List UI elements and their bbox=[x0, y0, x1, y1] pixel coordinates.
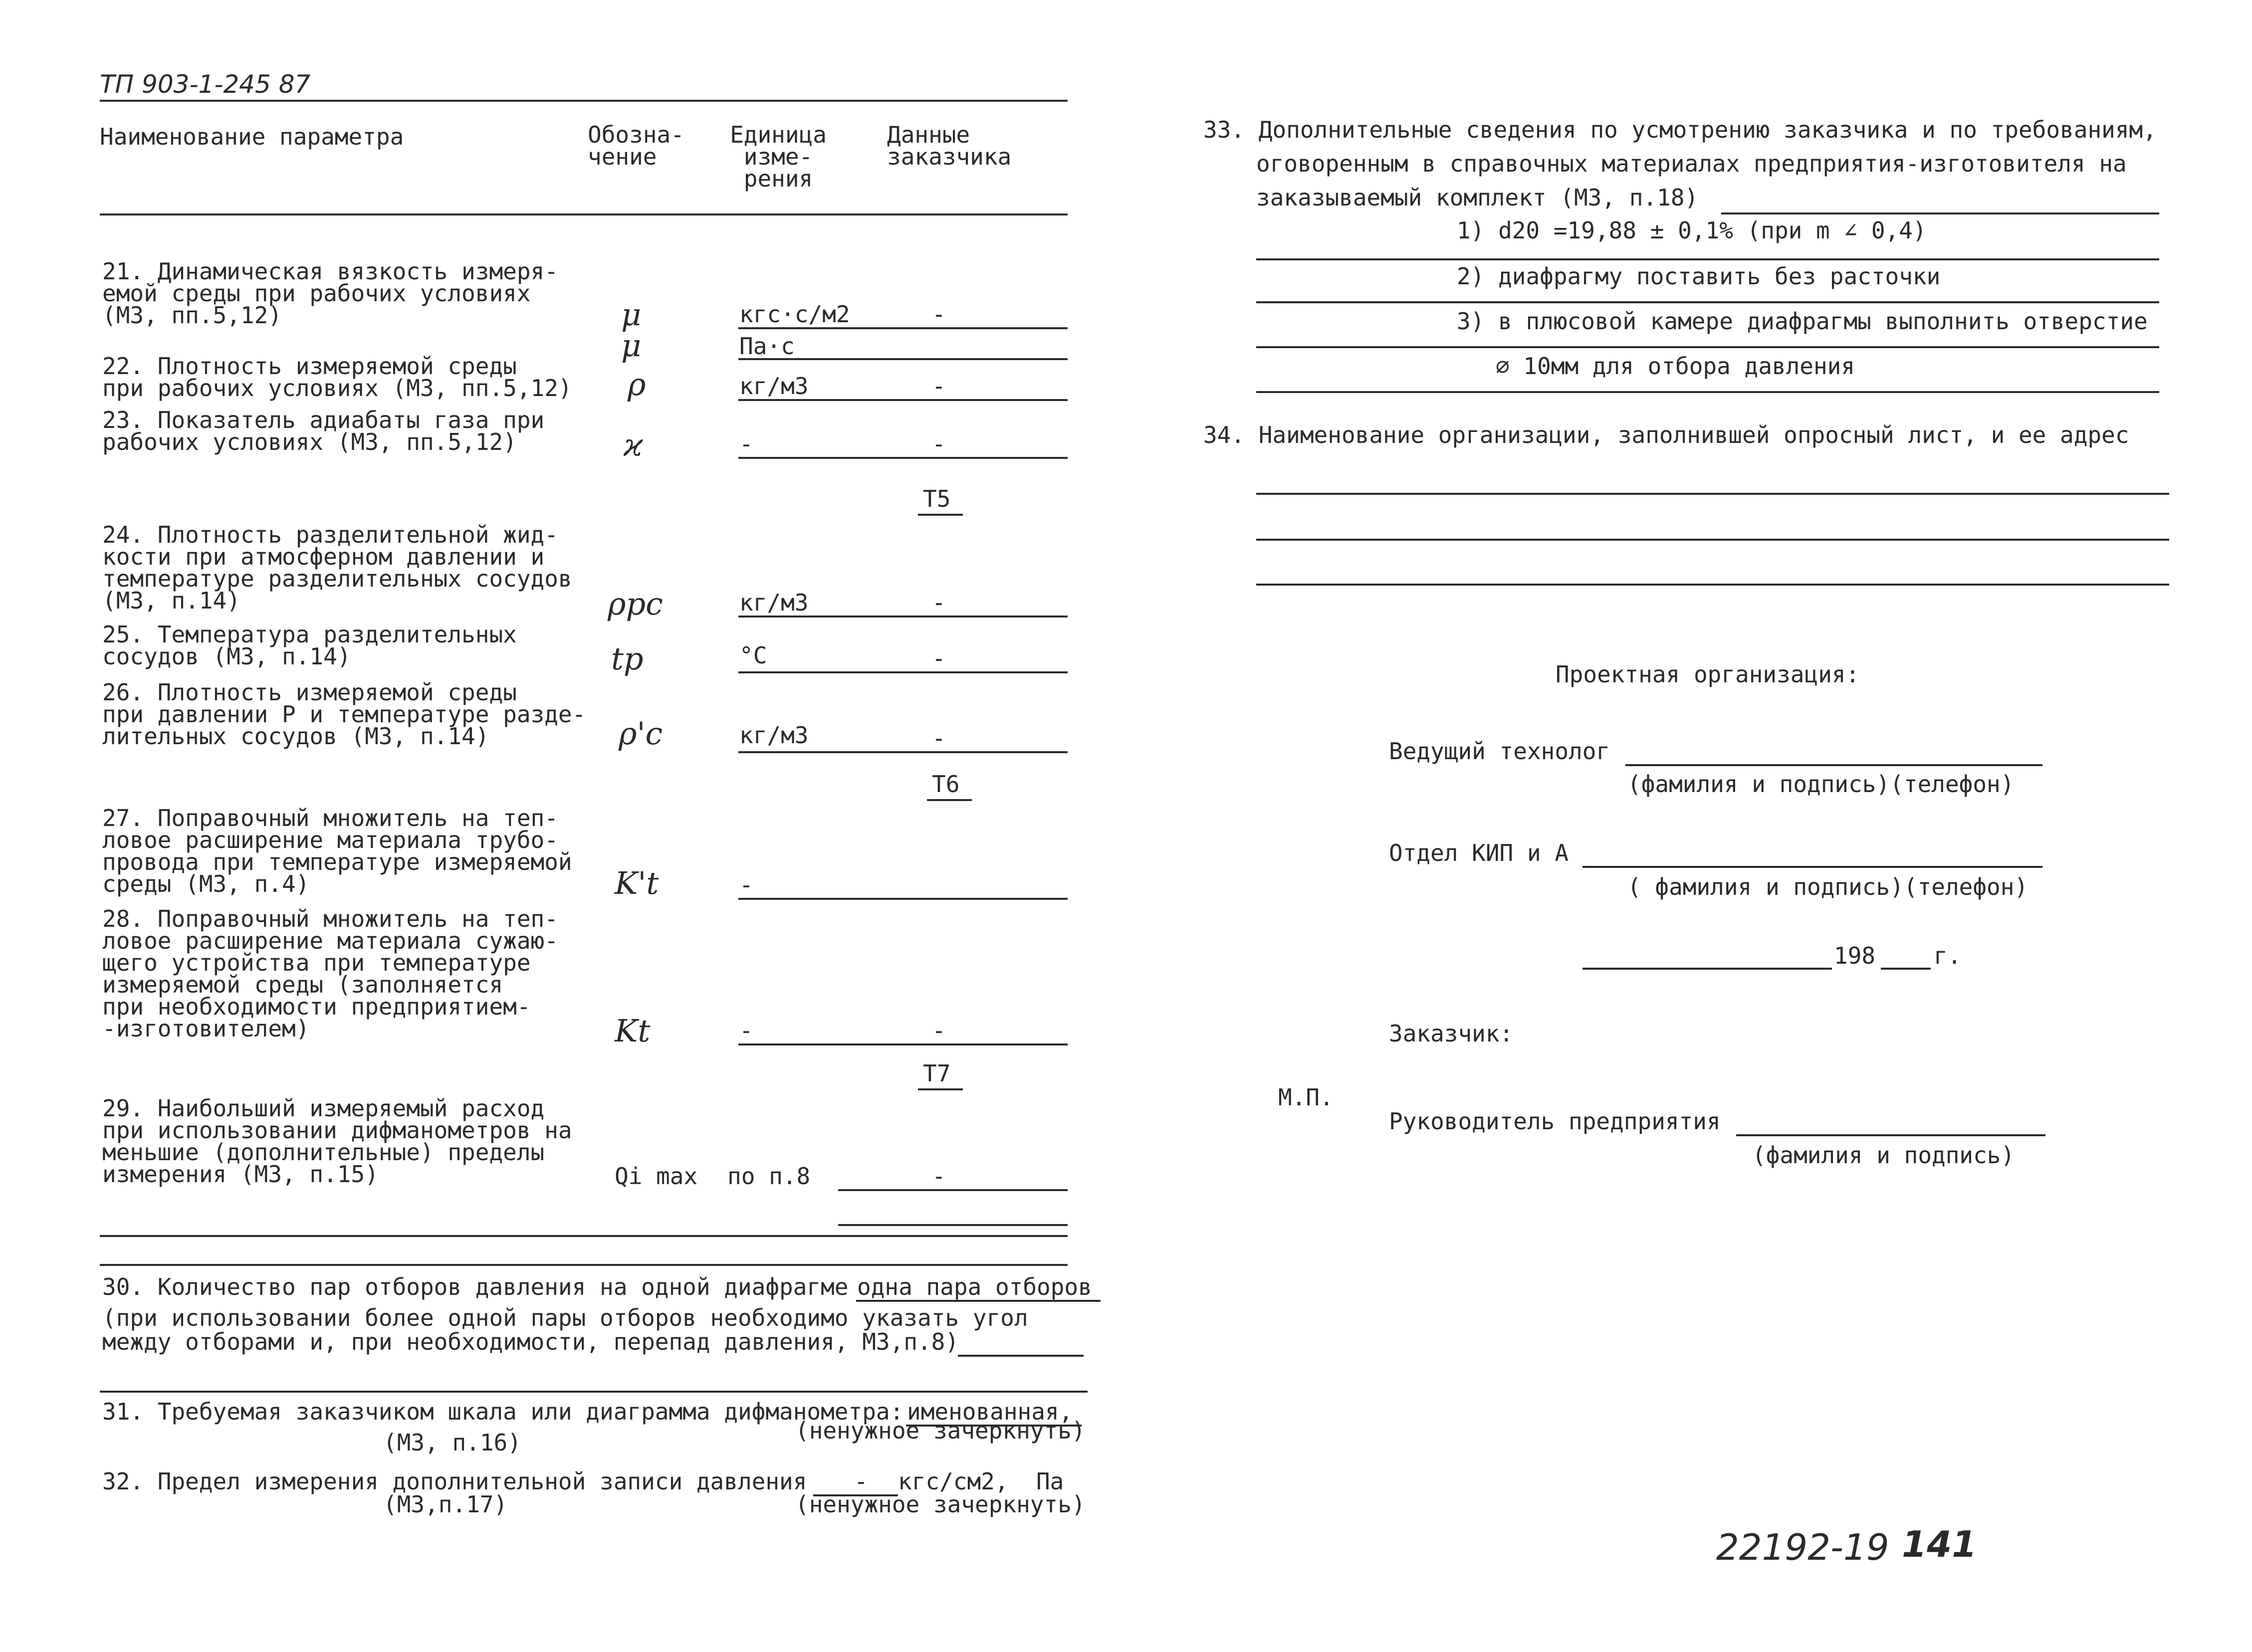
row-22-symbol: ρ bbox=[628, 366, 646, 403]
row-24-value: - bbox=[932, 589, 946, 616]
row-25-line bbox=[738, 671, 1068, 673]
column-header-symbol: Обозна- чение bbox=[588, 121, 684, 170]
item-34-rule-3 bbox=[1256, 584, 2169, 586]
enterprise-head-note: (фамилия и подпись) bbox=[1752, 1142, 2015, 1169]
table-bottom-rule bbox=[100, 1235, 1068, 1237]
lead-technologist-signature-line bbox=[1625, 764, 2042, 766]
item-33-requirement-2: 2) диафрагму поставить без расточки bbox=[1457, 263, 1941, 290]
row-26-text: 26. Плотность измеряемой среды при давлении Р и температуре разде- лительных сосудов (М3, п.14) bbox=[102, 679, 586, 750]
row-21-line bbox=[738, 327, 1068, 329]
item-33-rule-1 bbox=[1256, 258, 2159, 260]
item-33-requirement-1: 1) d20 =19,88 ± 0,1% (при m ∠ 0,4) bbox=[1457, 217, 1927, 244]
row-28-value: - bbox=[932, 1017, 946, 1044]
row-25-unit: °С bbox=[739, 642, 767, 669]
item-31-ref: (М3, п.16) bbox=[383, 1429, 521, 1456]
row-21-unit: кгс·с/м2 bbox=[739, 301, 850, 328]
kip-department-signature-line bbox=[1582, 866, 2042, 868]
item-31-top-rule bbox=[100, 1391, 1088, 1393]
row-23-value: - bbox=[932, 430, 946, 457]
item-30-line-3-blank bbox=[958, 1355, 1084, 1357]
item-33-rule-2 bbox=[1256, 301, 2159, 303]
date-blank-line bbox=[1582, 968, 1832, 970]
row-25-text: 25. Температура разделительных сосудов (М3, п.14) bbox=[102, 621, 517, 670]
item-32-answer: - bbox=[854, 1468, 868, 1495]
table-marker-t6: Т6 bbox=[932, 771, 960, 798]
item-34-rule-1 bbox=[1256, 493, 2169, 495]
item-33-line-2: оговоренным в справочных материалах предприятия-изготовителя на bbox=[1256, 150, 2127, 177]
item-30-line-2: (при использовании более одной пары отборов необходимо указать угол bbox=[102, 1304, 1028, 1331]
row-29-symbol: Qi max bbox=[615, 1163, 698, 1190]
t5-underline bbox=[918, 514, 963, 516]
row-28-symbol: Kt bbox=[615, 1013, 651, 1049]
row-25-value: - bbox=[932, 645, 946, 672]
t7-underline bbox=[918, 1088, 963, 1090]
item-32-ref: (М3,п.17) bbox=[383, 1491, 508, 1518]
row-27-text: 27. Поправочный множитель на теп- ловое расширение материала трубо- провода при температуре измеряемой среды (М3, п.4) bbox=[102, 805, 572, 897]
date-year-blank bbox=[1881, 968, 1931, 970]
item-30-answer: одна пара отборов bbox=[857, 1273, 1092, 1300]
row-25-symbol: tр bbox=[611, 640, 644, 677]
row-26-line bbox=[738, 751, 1068, 753]
item-33-line-1: 33. Дополнительные сведения по усмотрению заказчика и по требованиям, bbox=[1203, 116, 2157, 143]
table-marker-t5: Т5 bbox=[923, 485, 951, 512]
item-30-line-1: 30. Количество пар отборов давления на одной диафрагме bbox=[102, 1273, 849, 1300]
footer-page: 141 bbox=[1902, 1523, 1977, 1565]
row-21-symbol: μ bbox=[621, 296, 642, 333]
row-23-line bbox=[738, 457, 1068, 459]
design-organization-heading: Проектная организация: bbox=[1556, 661, 1860, 688]
item-32-note: (ненужное зачеркнуть) bbox=[795, 1491, 1086, 1518]
row-24-symbol: ρрс bbox=[608, 586, 663, 622]
lead-technologist-label: Ведущий технолог bbox=[1389, 738, 1610, 765]
row-29-value: - bbox=[932, 1163, 946, 1190]
row-28-text: 28. Поправочный множитель на теп- ловое расширение материала сужаю- щего устройства при температуре измеряемой среды (заполняется при необходимости предприятием- -изготовителем) bbox=[102, 905, 558, 1042]
item-33-requirement-3: 3) в плюсовой камере диафрагмы выполнить отверстие bbox=[1457, 308, 2148, 335]
enterprise-head-signature-line bbox=[1736, 1134, 2045, 1136]
row-21-value: - bbox=[932, 301, 946, 328]
item-33-line-3-blank bbox=[1721, 212, 2159, 214]
item-30-top-rule bbox=[100, 1264, 1068, 1266]
row-26-unit: кг/м3 bbox=[739, 722, 809, 749]
table-marker-t7: Т7 bbox=[923, 1060, 951, 1087]
row-22-text: 22. Плотность измеряемой среды при рабочих условиях (М3, пп.5,12) bbox=[102, 353, 572, 402]
customer-label: Заказчик: bbox=[1389, 1020, 1514, 1047]
header-bottom-rule bbox=[100, 213, 1068, 215]
row-23-text: 23. Показатель адиабаты газа при рабочих условиях (М3, пп.5,12) bbox=[102, 407, 545, 455]
row-22-unit: кг/м3 bbox=[739, 373, 809, 400]
row-23-unit: - bbox=[739, 430, 753, 457]
stamp-place-label: М.П. bbox=[1278, 1084, 1334, 1111]
row-28-unit: - bbox=[739, 1017, 753, 1044]
row-24-text: 24. Плотность разделительной жид- кости при атмосферном давлении и температуре разделительных сосудов (М3, п.14) bbox=[102, 521, 572, 614]
item-33-requirement-4: ∅ 10мм для отбора давления bbox=[1496, 353, 1855, 380]
header-top-rule bbox=[100, 100, 1068, 102]
row-26-symbol: ρ'с bbox=[619, 715, 663, 752]
row-29-line bbox=[838, 1189, 1068, 1191]
footer-number: 22192-19 bbox=[1716, 1526, 1889, 1568]
item-31-answer: именованная, bbox=[907, 1398, 1073, 1425]
date-year: 198 bbox=[1834, 942, 1876, 969]
row-27-unit: - bbox=[739, 871, 753, 898]
date-year-suffix: г. bbox=[1934, 942, 1962, 969]
doc-code: ТП 903-1-245 87 bbox=[100, 70, 311, 99]
row-21-line-si bbox=[738, 358, 1068, 360]
enterprise-head-label: Руководитель предприятия bbox=[1389, 1108, 1721, 1135]
row-29-unit: по п.8 bbox=[727, 1163, 811, 1190]
row-26-value: - bbox=[932, 725, 946, 752]
item-34-line-1: 34. Наименование организации, заполнившей опросный лист, и ее адрес bbox=[1203, 421, 2129, 448]
item-30-line-3: между отборами и, при необходимости, перепад давления, М3,п.8) bbox=[102, 1328, 959, 1355]
item-33-rule-4 bbox=[1256, 391, 2159, 393]
lead-technologist-note: (фамилия и подпись)(телефон) bbox=[1627, 771, 2015, 798]
row-24-line bbox=[738, 616, 1068, 618]
row-22-value: - bbox=[932, 373, 946, 400]
row-29-line-2 bbox=[838, 1224, 1068, 1226]
row-21-unit-si: Па·с bbox=[739, 333, 795, 360]
kip-department-label: Отдел КИП и А bbox=[1389, 839, 1569, 866]
kip-department-note: ( фамилия и подпись)(телефон) bbox=[1627, 873, 2028, 900]
row-21-symbol-si: μ bbox=[621, 327, 642, 364]
row-29-text: 29. Наибольший измеряемый расход при использовании дифманометров на меньшие (дополнительные) пределы измерения (М3, п.15) bbox=[102, 1095, 572, 1188]
t6-underline bbox=[927, 799, 972, 801]
row-22-line bbox=[738, 399, 1068, 401]
item-31-line-1: 31. Требуемая заказчиком шкала или диаграмма дифманометра: bbox=[102, 1398, 904, 1425]
item-32-units: кгс/см2, Па bbox=[898, 1468, 1064, 1495]
row-28-line bbox=[738, 1043, 1068, 1045]
row-27-symbol: K't bbox=[615, 865, 659, 901]
column-header-name: Наименование параметра bbox=[100, 123, 404, 150]
item-34-rule-2 bbox=[1256, 539, 2169, 541]
item-30-answer-line bbox=[856, 1300, 1101, 1302]
row-21-text: 21. Динамическая вязкость измеря- емой среды при рабочих условиях (М3, пп.5,12) bbox=[102, 258, 558, 329]
row-23-symbol: ϰ bbox=[624, 427, 643, 463]
row-27-line bbox=[738, 898, 1068, 900]
item-33-line-3: заказываемый комплект (М3, п.18) bbox=[1256, 184, 1699, 211]
row-24-unit: кг/м3 bbox=[739, 589, 809, 616]
item-31-note: (ненужное зачеркнуть) bbox=[795, 1417, 1086, 1444]
item-33-rule-3 bbox=[1256, 346, 2159, 348]
column-header-unit: Единица изме- рения bbox=[730, 121, 827, 192]
item-32-line-1: 32. Предел измерения дополнительной записи давления bbox=[102, 1468, 807, 1495]
column-header-data: Данные заказчика bbox=[887, 121, 1012, 170]
